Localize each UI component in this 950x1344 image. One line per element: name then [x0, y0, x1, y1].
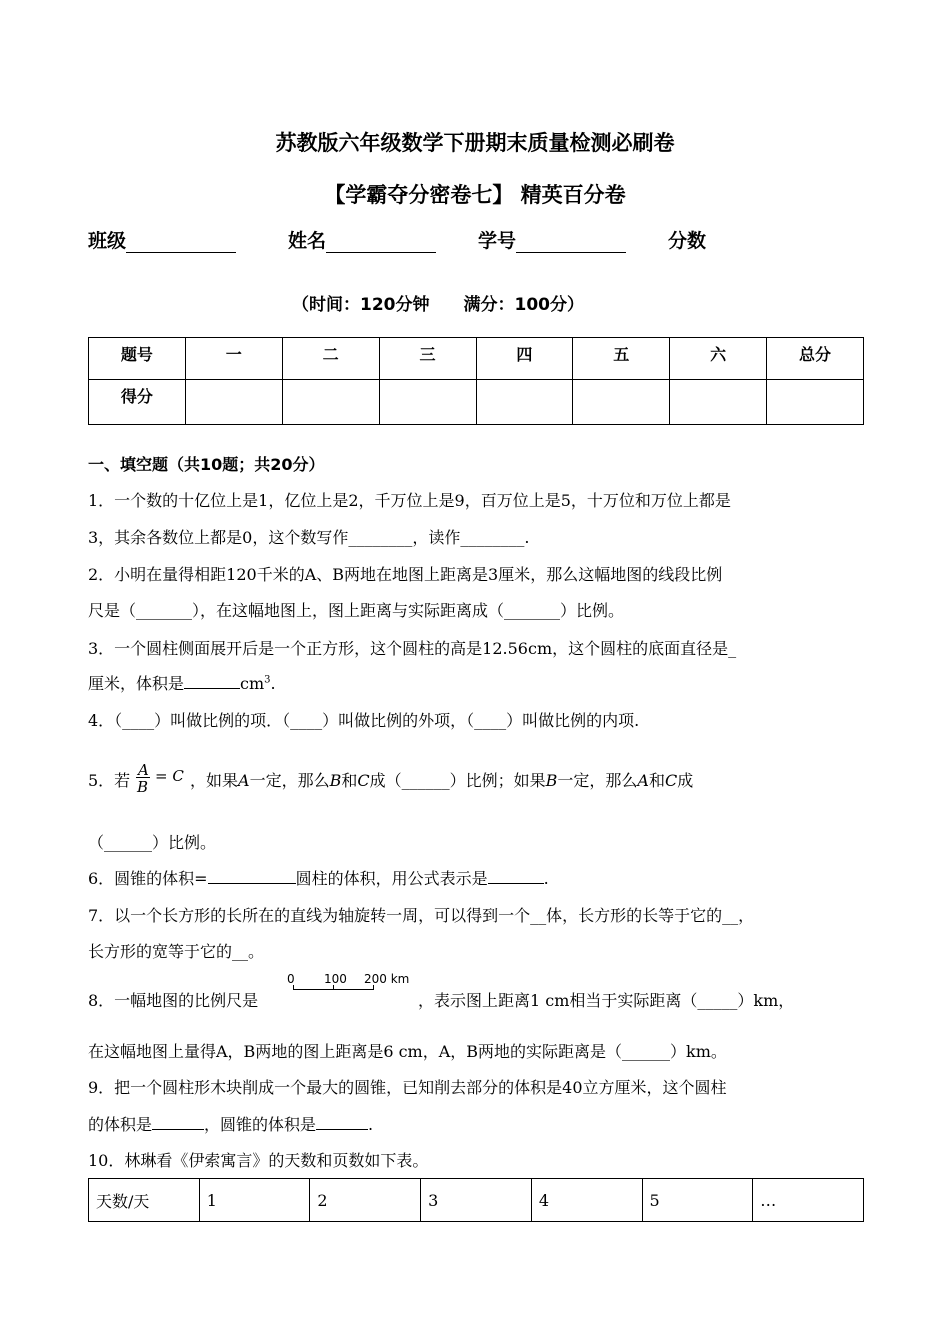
question-8-line-2: 在这幅地图上量得A，B两地的图上距离是6 cm，A，B两地的实际距离是（______）km。: [88, 1042, 727, 1061]
table-row: [89, 380, 864, 425]
answer-blank[interactable]: [316, 1113, 368, 1130]
table-cell: 五: [573, 338, 670, 380]
score-input-cell[interactable]: [670, 380, 767, 425]
table-cell: 5: [642, 1179, 753, 1222]
question-3-line-2: 厘米，体积是 $cm^3$.: [88, 674, 276, 693]
score-input-cell[interactable]: [573, 380, 670, 425]
table-cell: 六: [670, 338, 767, 380]
answer-blank[interactable]: [208, 867, 296, 884]
answer-blank[interactable]: [184, 672, 240, 689]
table-cell: 题号: [89, 338, 186, 380]
score-input-cell[interactable]: [767, 380, 864, 425]
table-cell: 三: [379, 338, 476, 380]
score-input-cell[interactable]: [476, 380, 573, 425]
table-cell: 1: [199, 1179, 310, 1222]
table-row: [89, 1179, 864, 1222]
question-6: 6．圆锥的体积= 圆柱的体积，用公式表示是 .: [88, 869, 549, 888]
table-cell: 天数/天: [89, 1179, 200, 1222]
class-field[interactable]: 班级: [88, 226, 236, 253]
answer-blank[interactable]: [488, 867, 544, 884]
question-2-line-2: 尺是（_______），在这幅地图上，图上距离与实际距离成（_______）比例。: [88, 601, 625, 620]
table-cell: 二: [282, 338, 379, 380]
scale-bar: 0 100 200 km: [287, 972, 417, 1002]
name-field[interactable]: 姓名: [288, 226, 436, 253]
fraction-a-over-b: A B = C: [137, 761, 184, 796]
question-7-line-1: 7．以一个长方形的长所在的直线为轴旋转一周，可以得到一个__体，长方形的长等于它的__，: [88, 906, 755, 925]
question-2-line-1: 2．小明在量得相距120千米的A、B两地在地图上距离是3厘米，那么这幅地图的线段比例: [88, 565, 723, 584]
table-row: [89, 338, 864, 380]
score-input-cell[interactable]: [185, 380, 282, 425]
question-4: 4．（____）叫做比例的项．（____）叫做比例的外项，（____）叫做比例的内项.: [88, 711, 640, 730]
question-5-line-2: （______）比例。: [88, 833, 217, 852]
score-label: 分数: [668, 230, 707, 252]
table-cell: 四: [476, 338, 573, 380]
question-3-line-1: 3．一个圆柱侧面展开后是一个正方形，这个圆柱的高是12.56cm，这个圆柱的底面直径是_: [88, 639, 737, 658]
section-heading: 一、填空题（共10题；共20分）: [88, 455, 325, 474]
score-input-cell[interactable]: [282, 380, 379, 425]
table-cell: 3: [421, 1179, 532, 1222]
days-pages-table: [88, 1178, 864, 1222]
table-cell: 4: [531, 1179, 642, 1222]
score-input-cell[interactable]: [379, 380, 476, 425]
question-1-line-2: 3，其余各数位上都是0，这个数写作________，读作________.: [88, 528, 530, 547]
page-subtitle: 【学霸夺分密卷七】 精英百分卷: [324, 183, 626, 207]
table-cell: 2: [310, 1179, 421, 1222]
score-table: [88, 337, 864, 425]
table-cell: 一: [185, 338, 282, 380]
question-1-line-1: 1．一个数的十亿位上是1，亿位上是2，千万位上是9，百万位上是5，十万位和万位上都是: [88, 491, 731, 510]
question-5-line-1: ，如果A一定，那么B和C成（______）比例；如果B一定，那么A和C成: [190, 771, 694, 790]
table-cell: …: [753, 1179, 864, 1222]
page-title: 苏教版六年级数学下册期末质量检测必刷卷: [275, 131, 675, 155]
question-9-line-2: 的体积是 ，圆锥的体积是 .: [88, 1115, 374, 1134]
question-7-line-2: 长方形的宽等于它的__。: [88, 942, 265, 961]
question-8-prefix: 8．一幅地图的比例尺是: [88, 991, 259, 1010]
question-10: 10．林琳看《伊索寓言》的天数和页数如下表。: [88, 1151, 429, 1170]
question-5-prefix: 5．若: [88, 771, 131, 790]
question-9-line-1: 9．把一个圆柱形木块削成一个最大的圆锥，已知削去部分的体积是40立方厘米，这个圆柱: [88, 1078, 727, 1097]
table-cell: 总分: [767, 338, 864, 380]
student-id-field[interactable]: 学号: [478, 226, 626, 253]
table-cell: 得分: [89, 380, 186, 425]
time-limit: （时间：120分钟 满分：100分）: [292, 295, 584, 315]
answer-blank[interactable]: [152, 1113, 204, 1130]
question-8-line-1: ，表示图上距离1 cm相当于实际距离（_____）km，: [418, 991, 795, 1010]
